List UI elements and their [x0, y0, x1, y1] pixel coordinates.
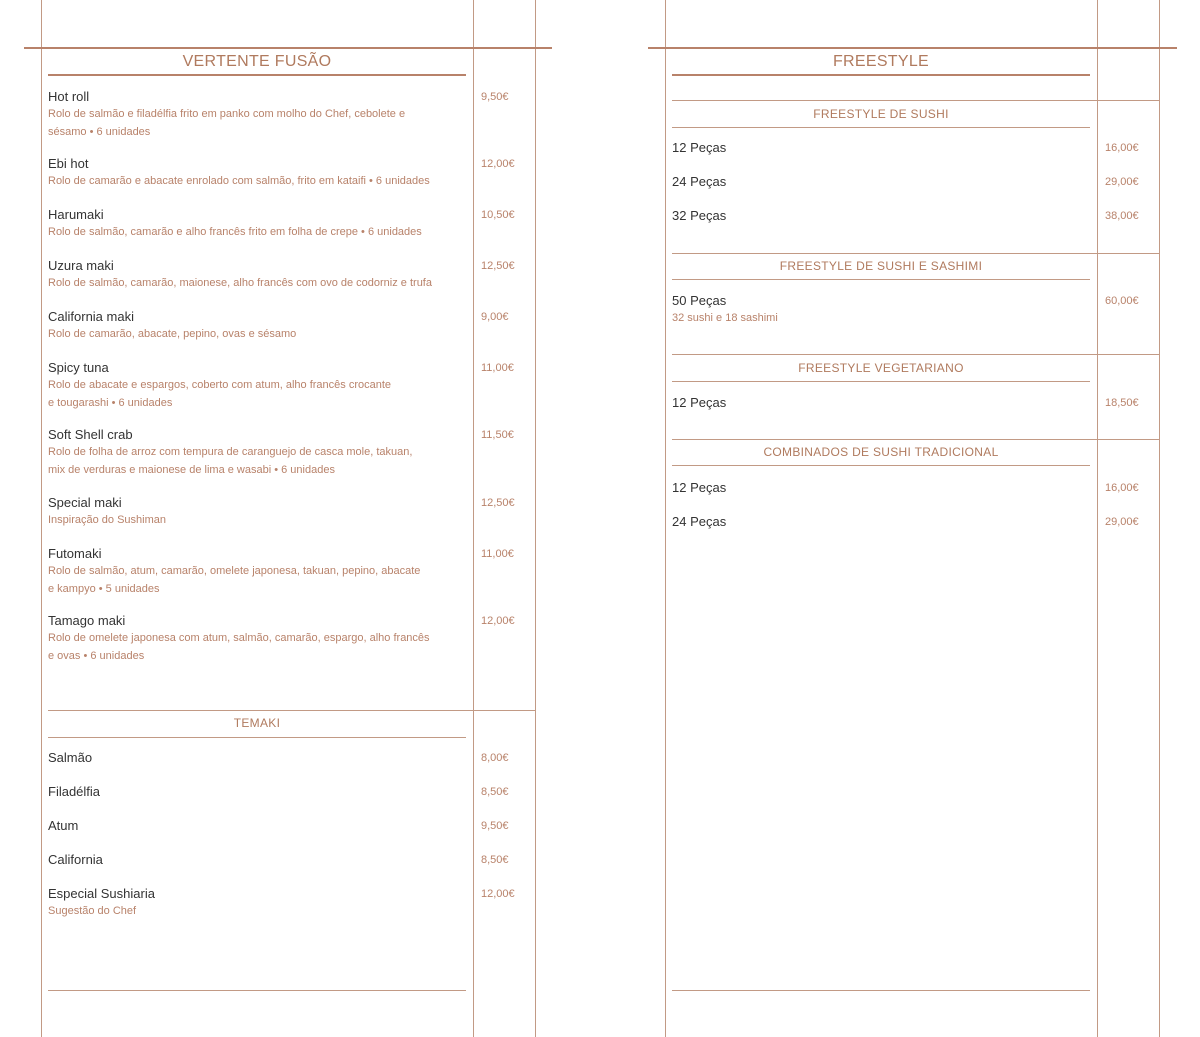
- item-description: Rolo de omelete japonesa com atum, salmão, camarão, espargo, alho francês: [48, 632, 430, 644]
- item-name: Futomaki: [48, 546, 102, 561]
- item-name: Salmão: [48, 750, 93, 765]
- menu-item: [48, 886, 468, 920]
- item-price: 38,00€: [1105, 210, 1139, 222]
- item-description: Rolo de salmão, atum, camarão, omelete japonesa, takuan, pepino, abacate: [48, 565, 421, 577]
- item-name: Filadélfia: [48, 784, 101, 799]
- menu-item: [48, 750, 468, 766]
- subsection-title: FREESTYLE DE SUSHI: [813, 107, 949, 121]
- menu-item: [672, 293, 1092, 327]
- item-name: 12 Peças: [672, 140, 727, 155]
- item-price: 8,50€: [481, 854, 509, 866]
- menu-item: [672, 480, 1092, 496]
- menu-item: [48, 89, 468, 141]
- item-price: 12,00€: [481, 888, 515, 900]
- menu-item: [48, 427, 468, 479]
- divider: [48, 710, 535, 711]
- divider: [672, 100, 1159, 101]
- item-name: Uzura maki: [48, 258, 114, 273]
- menu-item: [48, 156, 468, 190]
- item-name: 50 Peças: [672, 293, 727, 308]
- item-description: Rolo de folha de arroz com tempura de caranguejo de casca mole, takuan,: [48, 446, 413, 458]
- menu-item: [48, 495, 468, 529]
- subsection-title: FREESTYLE DE SUSHI E SASHIMI: [779, 259, 983, 273]
- item-name: 24 Peças: [672, 514, 727, 529]
- item-price: 8,00€: [481, 752, 509, 764]
- subsection-title: TEMAKI: [233, 716, 281, 730]
- item-name: California maki: [48, 309, 134, 324]
- item-price: 11,00€: [481, 548, 514, 560]
- item-price: 29,00€: [1105, 176, 1139, 188]
- item-name: Harumaki: [48, 207, 104, 222]
- divider: [672, 990, 1090, 991]
- item-price: 10,50€: [481, 209, 515, 221]
- item-price: 9,00€: [481, 311, 509, 323]
- item-description: Inspiração do Sushiman: [48, 514, 167, 526]
- menu-item: [48, 360, 468, 412]
- divider: [672, 279, 1090, 280]
- item-description: Rolo de abacate e espargos, coberto com atum, alho francês crocante: [48, 379, 392, 391]
- item-price: 11,50€: [481, 429, 514, 441]
- menu-item: [48, 818, 468, 834]
- item-price: 9,50€: [481, 820, 509, 832]
- divider: [24, 47, 552, 49]
- item-price: 12,50€: [481, 497, 515, 509]
- menu-item: [48, 258, 468, 292]
- item-description: Rolo de salmão, camarão, maionese, alho francês com ovo de codorniz e trufa: [48, 277, 432, 289]
- item-description: Rolo de camarão e abacate enrolado com salmão, frito em kataifi • 6 unidades: [48, 175, 430, 187]
- item-name: 12 Peças: [672, 395, 727, 410]
- divider: [1097, 0, 1098, 1037]
- item-price: 60,00€: [1105, 295, 1139, 307]
- item-price: 12,50€: [481, 260, 515, 272]
- item-description: Rolo de camarão, abacate, pepino, ovas e sésamo: [48, 328, 297, 340]
- subsection-title: COMBINADOS DE SUSHI TRADICIONAL: [763, 445, 999, 459]
- divider: [41, 0, 42, 1037]
- menu-item: [672, 514, 1092, 530]
- item-description: sésamo • 6 unidades: [48, 126, 151, 138]
- divider: [665, 0, 666, 1037]
- item-description: mix de verduras e maionese de lima e wasabi • 6 unidades: [48, 464, 335, 476]
- menu-item: [48, 207, 468, 241]
- item-price: 16,00€: [1105, 142, 1139, 154]
- divider: [672, 439, 1159, 440]
- item-name: Soft Shell crab: [48, 427, 133, 442]
- menu-item: [48, 546, 468, 598]
- divider: [473, 0, 474, 1037]
- item-name: 24 Peças: [672, 174, 727, 189]
- divider: [672, 465, 1090, 466]
- item-price: 8,50€: [481, 786, 509, 798]
- divider: [48, 74, 466, 76]
- divider: [1159, 0, 1160, 1037]
- item-name: Atum: [48, 818, 79, 833]
- item-price: 16,00€: [1105, 482, 1139, 494]
- subsection-title: FREESTYLE VEGETARIANO: [798, 361, 964, 375]
- item-description: 32 sushi e 18 sashimi: [672, 312, 778, 324]
- item-name: 12 Peças: [672, 480, 727, 495]
- item-description: Rolo de salmão, camarão e alho francês frito em folha de crepe • 6 unidades: [48, 226, 422, 238]
- item-name: California: [48, 852, 103, 867]
- divider: [535, 0, 536, 1037]
- menu-item: [672, 140, 1092, 156]
- item-name: Tamago maki: [48, 613, 126, 628]
- menu-item: [48, 784, 468, 800]
- item-name: Spicy tuna: [48, 360, 109, 375]
- menu-item: [672, 395, 1092, 411]
- divider: [672, 74, 1090, 76]
- item-description: e kampyo • 5 unidades: [48, 583, 160, 595]
- menu-item: [48, 852, 468, 868]
- item-name: 32 Peças: [672, 208, 727, 223]
- menu-item: [672, 174, 1092, 190]
- divider: [672, 127, 1090, 128]
- section-title: VERTENTE FUSÃO: [182, 53, 332, 70]
- menu-item: [672, 208, 1092, 224]
- section-title: FREESTYLE: [832, 53, 930, 70]
- item-description: e tougarashi • 6 unidades: [48, 397, 173, 409]
- divider: [672, 253, 1159, 254]
- item-description: Sugestão do Chef: [48, 905, 137, 917]
- menu-item: [48, 309, 468, 343]
- item-description: Rolo de salmão e filadélfia frito em panko com molho do Chef, cebolete e: [48, 108, 406, 120]
- item-name: Special maki: [48, 495, 122, 510]
- item-description: e ovas • 6 unidades: [48, 650, 145, 662]
- item-name: Hot roll: [48, 89, 90, 104]
- divider: [648, 47, 1177, 49]
- menu-item: [48, 613, 468, 665]
- divider: [48, 990, 466, 991]
- item-price: 12,00€: [481, 158, 515, 170]
- item-price: 9,50€: [481, 91, 509, 103]
- item-price: 11,00€: [481, 362, 514, 374]
- item-name: Especial Sushiaria: [48, 886, 155, 901]
- item-price: 29,00€: [1105, 516, 1139, 528]
- item-price: 12,00€: [481, 615, 515, 627]
- divider: [48, 737, 466, 738]
- divider: [672, 354, 1159, 355]
- divider: [672, 381, 1090, 382]
- item-name: Ebi hot: [48, 156, 89, 171]
- item-price: 18,50€: [1105, 397, 1139, 409]
